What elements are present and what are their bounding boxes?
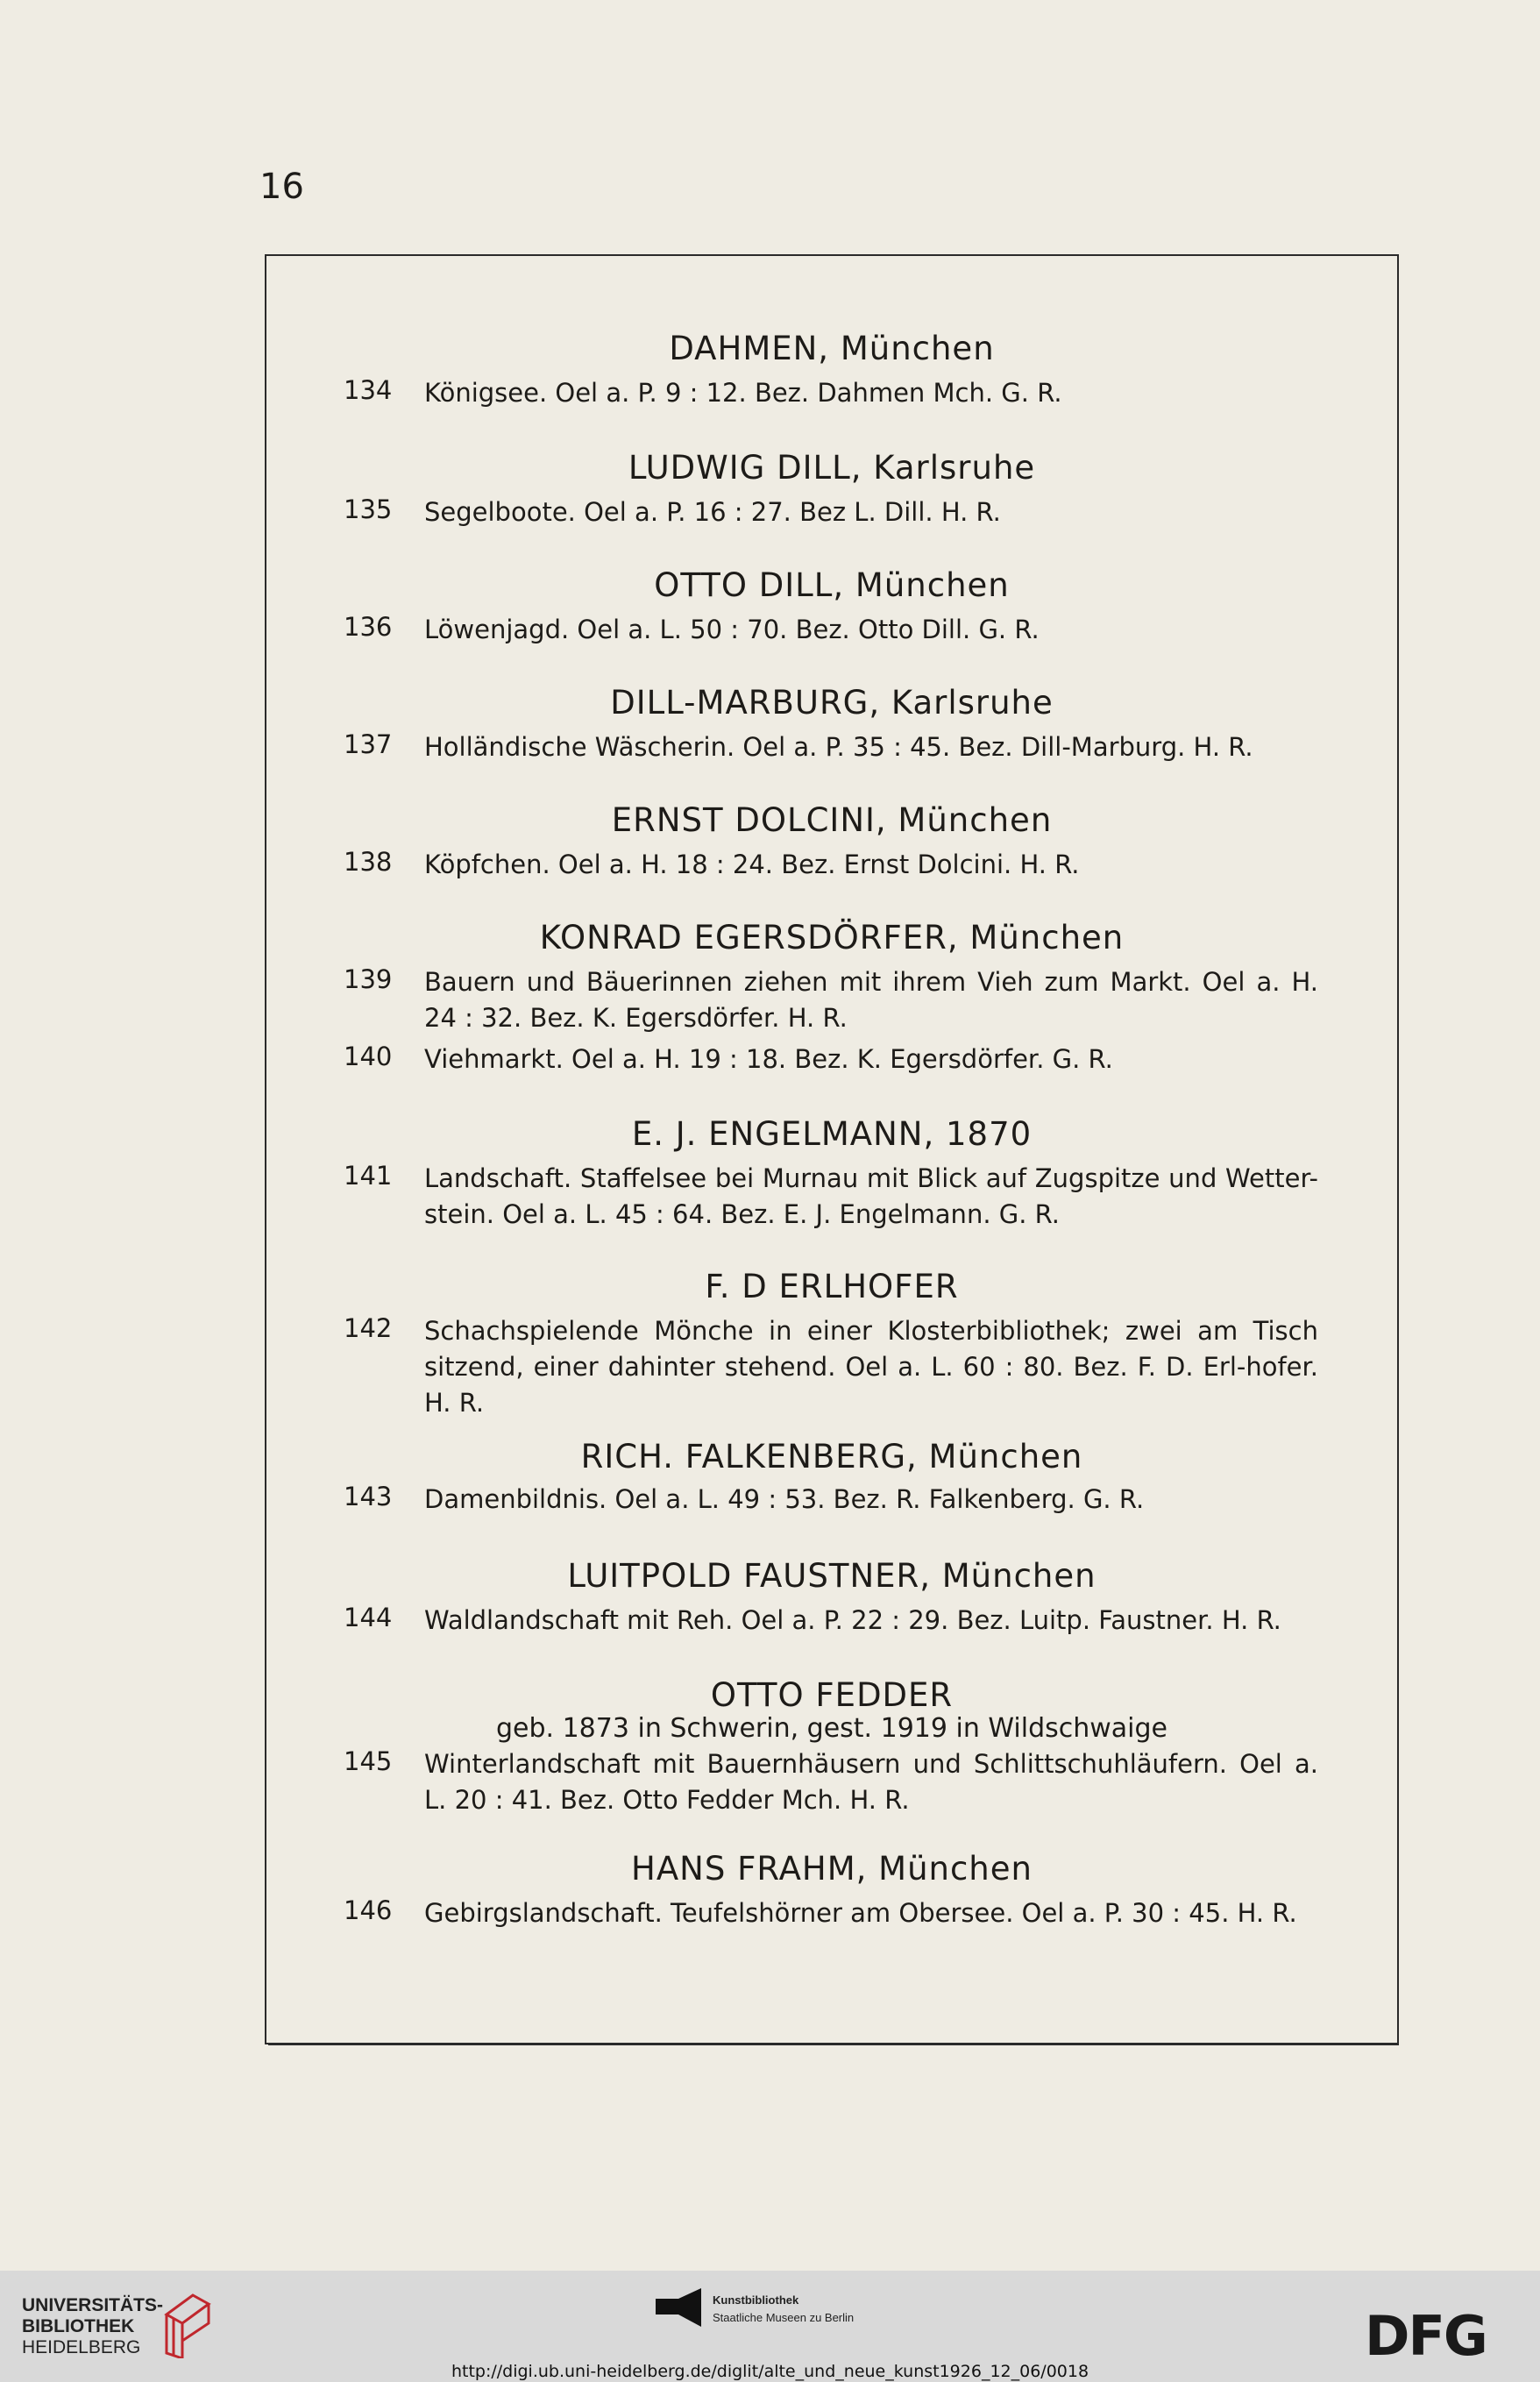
artist-heading: HANS FRAHM, München <box>631 1850 1033 1888</box>
entry-description: Löwenjagd. Oel a. L. 50 : 70. Bez. Otto Dill. G. R. <box>424 615 1040 644</box>
frame-shadow-rule <box>268 2043 1399 2045</box>
artist-biography: geb. 1873 in Schwerin, gest. 1919 in Wildschwaige <box>495 1713 1168 1744</box>
artist-heading: ERNST DOLCINI, München <box>611 801 1053 839</box>
entry-number: 146 <box>344 1895 393 1925</box>
artist-heading: E. J. ENGELMANN, 1870 <box>631 1115 1033 1153</box>
ub-logo-line3: HEIDELBERG <box>22 2337 141 2357</box>
entry-description: Bauern und Bäuerinnen ziehen mit ihrem Vieh zum Markt. Oel a. H. 24 : 32. Bez. K. Egersdörfer. H. R. <box>424 967 1318 1033</box>
artist-heading: F. D ERLHOFER <box>705 1268 959 1305</box>
entry-description: Segelboote. Oel a. P. 16 : 27. Bez L. Dill. H. R. <box>424 497 1001 527</box>
ub-library-mark-icon <box>158 2288 212 2358</box>
artist-heading: RICH. FALKENBERG, München <box>580 1438 1083 1475</box>
entry-number: 138 <box>344 847 393 877</box>
kunstbibliothek-logo[interactable] <box>656 2288 855 2331</box>
catalog-frame <box>265 254 1399 2044</box>
kb-title: Kunstbibliothek <box>713 2293 799 2307</box>
ub-logo-line1: UNIVERSITÄTS- <box>22 2295 164 2315</box>
kb-subtitle: Staatliche Museen zu Berlin <box>713 2311 855 2324</box>
ub-heidelberg-logo[interactable] <box>22 2295 163 2358</box>
entry-number: 143 <box>344 1482 393 1511</box>
artist-heading: KONRAD EGERSDÖRFER, München <box>539 919 1125 956</box>
entry-number: 144 <box>344 1603 393 1632</box>
entry-description: Gebirgslandschaft. Teufelshörner am Obersee. Oel a. P. 30 : 45. H. R. <box>424 1898 1297 1928</box>
entry-number: 135 <box>344 494 393 524</box>
entry-number: 136 <box>344 612 393 642</box>
page-number: 16 <box>259 167 304 207</box>
artist-heading: LUITPOLD FAUSTNER, München <box>567 1557 1096 1595</box>
artist-heading: DILL-MARBURG, Karlsruhe <box>610 684 1054 722</box>
entry-number: 145 <box>344 1746 393 1776</box>
artist-heading: OTTO FEDDER <box>710 1676 954 1714</box>
artist-heading: DAHMEN, München <box>669 330 995 367</box>
dfg-logo[interactable]: DFG <box>1365 2304 1487 2368</box>
entry-description: Königsee. Oel a. P. 9 : 12. Bez. Dahmen Mch. G. R. <box>424 378 1062 408</box>
artist-heading: LUDWIG DILL, Karlsruhe <box>628 449 1036 487</box>
entry-description: Landschaft. Staffelsee bei Murnau mit Blick auf Zugspitze und Wetter-stein. Oel a. L. 45 : 64. Bez. E. J. Engelmann. G. R. <box>424 1163 1318 1229</box>
entry-number: 141 <box>344 1161 393 1191</box>
entry-number: 134 <box>344 375 393 405</box>
ub-logo-line2: BIBLIOTHEK <box>22 2316 135 2336</box>
source-url[interactable]: http://digi.ub.uni-heidelberg.de/diglit/alte_und_neue_kunst1926_12_06/0018 <box>451 2362 1089 2381</box>
entry-number: 140 <box>344 1042 393 1071</box>
entry-description: Holländische Wäscherin. Oel a. P. 35 : 45. Bez. Dill-Marburg. H. R. <box>424 732 1253 762</box>
entry-description: Damenbildnis. Oel a. L. 49 : 53. Bez. R. Falkenberg. G. R. <box>424 1484 1145 1514</box>
entry-description: Köpfchen. Oel a. H. 18 : 24. Bez. Ernst Dolcini. H. R. <box>424 850 1080 879</box>
entry-description: Schachspielende Mönche in einer Klosterbibliothek; zwei am Tisch sitzend, einer dahinter stehend. Oel a. L. 60 : 80. Bez. F. D. Erl-hofer. H. R. <box>424 1316 1318 1418</box>
entry-description: Winterlandschaft mit Bauernhäusern und Schlittschuhläufern. Oel a. L. 20 : 41. Bez. Otto Fedder Mch. H. R. <box>424 1749 1318 1815</box>
entry-number: 142 <box>344 1313 393 1343</box>
entry-number: 137 <box>344 729 393 759</box>
entry-description: Waldlandschaft mit Reh. Oel a. P. 22 : 29. Bez. Luitp. Faustner. H. R. <box>424 1605 1281 1635</box>
entry-description: Viehmarkt. Oel a. H. 19 : 18. Bez. K. Egersdörfer. G. R. <box>424 1044 1113 1074</box>
artist-heading: OTTO DILL, München <box>654 566 1010 604</box>
kunstbibliothek-mark-icon <box>656 2288 701 2327</box>
entry-number: 139 <box>344 964 393 994</box>
